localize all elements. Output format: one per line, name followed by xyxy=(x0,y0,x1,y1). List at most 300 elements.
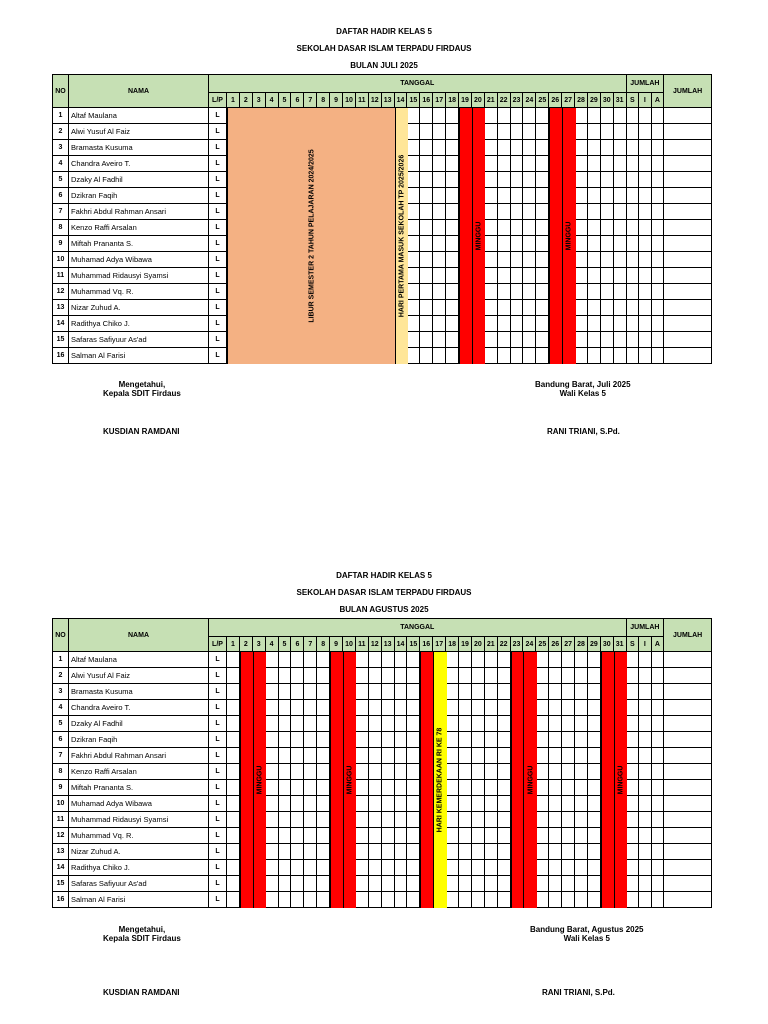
sia-cell[interactable] xyxy=(651,300,664,316)
attendance-cell[interactable] xyxy=(227,812,240,828)
attendance-cell[interactable] xyxy=(278,716,291,732)
attendance-cell[interactable] xyxy=(600,892,613,908)
attendance-cell[interactable] xyxy=(433,796,446,812)
attendance-cell[interactable] xyxy=(575,252,588,268)
attendance-cell[interactable] xyxy=(368,748,381,764)
attendance-cell[interactable] xyxy=(291,204,304,220)
attendance-cell[interactable] xyxy=(381,892,394,908)
attendance-cell[interactable] xyxy=(265,700,278,716)
sia-cell[interactable] xyxy=(639,156,652,172)
attendance-cell[interactable] xyxy=(510,796,523,812)
attendance-cell[interactable] xyxy=(355,140,368,156)
attendance-cell[interactable] xyxy=(265,172,278,188)
attendance-cell[interactable] xyxy=(252,108,265,124)
sia-cell[interactable] xyxy=(626,140,639,156)
attendance-cell[interactable] xyxy=(355,284,368,300)
attendance-cell[interactable] xyxy=(433,892,446,908)
attendance-cell[interactable] xyxy=(355,700,368,716)
attendance-cell[interactable] xyxy=(536,876,549,892)
attendance-cell[interactable] xyxy=(549,204,562,220)
attendance-cell[interactable] xyxy=(459,140,472,156)
attendance-cell[interactable] xyxy=(471,140,484,156)
sia-cell[interactable] xyxy=(651,684,664,700)
attendance-cell[interactable] xyxy=(304,652,317,668)
attendance-cell[interactable] xyxy=(433,764,446,780)
attendance-cell[interactable] xyxy=(420,700,433,716)
attendance-cell[interactable] xyxy=(394,652,407,668)
attendance-cell[interactable] xyxy=(446,332,459,348)
attendance-cell[interactable] xyxy=(278,700,291,716)
attendance-cell[interactable] xyxy=(549,732,562,748)
attendance-cell[interactable] xyxy=(471,860,484,876)
attendance-cell[interactable] xyxy=(239,684,252,700)
attendance-cell[interactable] xyxy=(278,764,291,780)
attendance-cell[interactable] xyxy=(265,220,278,236)
attendance-cell[interactable] xyxy=(600,684,613,700)
attendance-cell[interactable] xyxy=(420,332,433,348)
attendance-cell[interactable] xyxy=(600,812,613,828)
attendance-cell[interactable] xyxy=(549,844,562,860)
attendance-cell[interactable] xyxy=(304,828,317,844)
attendance-cell[interactable] xyxy=(278,124,291,140)
attendance-cell[interactable] xyxy=(471,780,484,796)
attendance-cell[interactable] xyxy=(407,684,420,700)
attendance-cell[interactable] xyxy=(317,188,330,204)
attendance-cell[interactable] xyxy=(291,348,304,364)
attendance-cell[interactable] xyxy=(600,172,613,188)
attendance-cell[interactable] xyxy=(381,716,394,732)
attendance-cell[interactable] xyxy=(433,348,446,364)
attendance-cell[interactable] xyxy=(549,300,562,316)
attendance-cell[interactable] xyxy=(407,732,420,748)
attendance-cell[interactable] xyxy=(420,844,433,860)
sia-cell[interactable] xyxy=(626,716,639,732)
attendance-cell[interactable] xyxy=(562,236,575,252)
attendance-cell[interactable] xyxy=(291,668,304,684)
attendance-cell[interactable] xyxy=(227,268,240,284)
attendance-cell[interactable] xyxy=(291,124,304,140)
attendance-cell[interactable] xyxy=(510,300,523,316)
attendance-cell[interactable] xyxy=(239,220,252,236)
attendance-cell[interactable] xyxy=(536,348,549,364)
attendance-cell[interactable] xyxy=(355,124,368,140)
attendance-cell[interactable] xyxy=(317,844,330,860)
attendance-cell[interactable] xyxy=(265,796,278,812)
attendance-cell[interactable] xyxy=(278,236,291,252)
attendance-cell[interactable] xyxy=(549,348,562,364)
attendance-cell[interactable] xyxy=(394,892,407,908)
attendance-cell[interactable] xyxy=(252,892,265,908)
attendance-cell[interactable] xyxy=(381,108,394,124)
attendance-cell[interactable] xyxy=(523,252,536,268)
attendance-cell[interactable] xyxy=(304,796,317,812)
attendance-cell[interactable] xyxy=(484,732,497,748)
sia-cell[interactable] xyxy=(626,332,639,348)
attendance-cell[interactable] xyxy=(510,284,523,300)
sia-cell[interactable] xyxy=(626,188,639,204)
attendance-cell[interactable] xyxy=(368,332,381,348)
attendance-cell[interactable] xyxy=(562,108,575,124)
attendance-cell[interactable] xyxy=(407,892,420,908)
attendance-cell[interactable] xyxy=(587,188,600,204)
attendance-cell[interactable] xyxy=(484,124,497,140)
attendance-cell[interactable] xyxy=(575,716,588,732)
attendance-cell[interactable] xyxy=(239,700,252,716)
attendance-cell[interactable] xyxy=(471,300,484,316)
attendance-cell[interactable] xyxy=(549,684,562,700)
attendance-cell[interactable] xyxy=(420,796,433,812)
attendance-cell[interactable] xyxy=(252,300,265,316)
sia-cell[interactable] xyxy=(639,700,652,716)
attendance-cell[interactable] xyxy=(549,828,562,844)
attendance-cell[interactable] xyxy=(549,668,562,684)
attendance-cell[interactable] xyxy=(484,700,497,716)
attendance-cell[interactable] xyxy=(343,812,356,828)
sia-cell[interactable] xyxy=(651,732,664,748)
attendance-cell[interactable] xyxy=(368,684,381,700)
attendance-cell[interactable] xyxy=(575,172,588,188)
sia-cell[interactable] xyxy=(651,188,664,204)
attendance-cell[interactable] xyxy=(459,796,472,812)
attendance-cell[interactable] xyxy=(343,348,356,364)
attendance-cell[interactable] xyxy=(471,876,484,892)
attendance-cell[interactable] xyxy=(291,284,304,300)
attendance-cell[interactable] xyxy=(368,812,381,828)
attendance-cell[interactable] xyxy=(407,140,420,156)
attendance-cell[interactable] xyxy=(613,796,626,812)
attendance-cell[interactable] xyxy=(278,252,291,268)
attendance-cell[interactable] xyxy=(330,348,343,364)
sia-cell[interactable] xyxy=(626,684,639,700)
attendance-cell[interactable] xyxy=(523,860,536,876)
attendance-cell[interactable] xyxy=(343,140,356,156)
sia-cell[interactable] xyxy=(651,316,664,332)
attendance-cell[interactable] xyxy=(587,124,600,140)
attendance-cell[interactable] xyxy=(459,220,472,236)
attendance-cell[interactable] xyxy=(600,332,613,348)
attendance-cell[interactable] xyxy=(355,828,368,844)
attendance-cell[interactable] xyxy=(304,204,317,220)
attendance-cell[interactable] xyxy=(368,860,381,876)
attendance-cell[interactable] xyxy=(510,124,523,140)
attendance-cell[interactable] xyxy=(471,812,484,828)
sia-cell[interactable] xyxy=(651,172,664,188)
attendance-cell[interactable] xyxy=(575,844,588,860)
attendance-cell[interactable] xyxy=(239,268,252,284)
attendance-cell[interactable] xyxy=(304,844,317,860)
sia-cell[interactable] xyxy=(639,252,652,268)
attendance-cell[interactable] xyxy=(407,812,420,828)
attendance-cell[interactable] xyxy=(252,188,265,204)
sia-cell[interactable] xyxy=(639,796,652,812)
attendance-cell[interactable] xyxy=(343,652,356,668)
attendance-cell[interactable] xyxy=(394,748,407,764)
attendance-cell[interactable] xyxy=(343,700,356,716)
attendance-cell[interactable] xyxy=(446,844,459,860)
attendance-cell[interactable] xyxy=(355,652,368,668)
attendance-cell[interactable] xyxy=(381,796,394,812)
attendance-cell[interactable] xyxy=(394,860,407,876)
sia-cell[interactable] xyxy=(651,844,664,860)
attendance-cell[interactable] xyxy=(407,108,420,124)
attendance-cell[interactable] xyxy=(600,220,613,236)
attendance-cell[interactable] xyxy=(433,316,446,332)
attendance-cell[interactable] xyxy=(304,668,317,684)
attendance-cell[interactable] xyxy=(368,300,381,316)
sia-cell[interactable] xyxy=(639,732,652,748)
attendance-cell[interactable] xyxy=(343,876,356,892)
attendance-cell[interactable] xyxy=(523,332,536,348)
attendance-cell[interactable] xyxy=(343,268,356,284)
attendance-cell[interactable] xyxy=(471,748,484,764)
attendance-cell[interactable] xyxy=(562,284,575,300)
attendance-cell[interactable] xyxy=(587,140,600,156)
attendance-cell[interactable] xyxy=(381,828,394,844)
sia-cell[interactable] xyxy=(651,812,664,828)
attendance-cell[interactable] xyxy=(420,668,433,684)
sia-cell[interactable] xyxy=(639,876,652,892)
attendance-cell[interactable] xyxy=(484,876,497,892)
attendance-cell[interactable] xyxy=(317,284,330,300)
sia-cell[interactable] xyxy=(626,828,639,844)
attendance-cell[interactable] xyxy=(368,188,381,204)
attendance-cell[interactable] xyxy=(420,124,433,140)
attendance-cell[interactable] xyxy=(355,796,368,812)
attendance-cell[interactable] xyxy=(227,156,240,172)
attendance-cell[interactable] xyxy=(600,652,613,668)
attendance-cell[interactable] xyxy=(291,764,304,780)
attendance-cell[interactable] xyxy=(446,172,459,188)
attendance-cell[interactable] xyxy=(330,204,343,220)
attendance-cell[interactable] xyxy=(562,764,575,780)
attendance-cell[interactable] xyxy=(536,748,549,764)
attendance-cell[interactable] xyxy=(394,108,407,124)
attendance-cell[interactable] xyxy=(420,156,433,172)
attendance-cell[interactable] xyxy=(239,780,252,796)
attendance-cell[interactable] xyxy=(446,764,459,780)
attendance-cell[interactable] xyxy=(278,844,291,860)
attendance-cell[interactable] xyxy=(484,828,497,844)
attendance-cell[interactable] xyxy=(317,652,330,668)
attendance-cell[interactable] xyxy=(433,236,446,252)
attendance-cell[interactable] xyxy=(330,812,343,828)
attendance-cell[interactable] xyxy=(523,796,536,812)
sia-cell[interactable] xyxy=(639,204,652,220)
attendance-cell[interactable] xyxy=(368,780,381,796)
sia-cell[interactable] xyxy=(626,892,639,908)
attendance-cell[interactable] xyxy=(278,188,291,204)
attendance-cell[interactable] xyxy=(420,348,433,364)
attendance-cell[interactable] xyxy=(227,284,240,300)
attendance-cell[interactable] xyxy=(355,172,368,188)
attendance-cell[interactable] xyxy=(304,748,317,764)
attendance-cell[interactable] xyxy=(484,860,497,876)
sia-cell[interactable] xyxy=(639,748,652,764)
attendance-cell[interactable] xyxy=(600,140,613,156)
attendance-cell[interactable] xyxy=(613,828,626,844)
attendance-cell[interactable] xyxy=(252,700,265,716)
attendance-cell[interactable] xyxy=(510,828,523,844)
attendance-cell[interactable] xyxy=(575,764,588,780)
attendance-cell[interactable] xyxy=(343,156,356,172)
attendance-cell[interactable] xyxy=(252,332,265,348)
attendance-cell[interactable] xyxy=(420,716,433,732)
attendance-cell[interactable] xyxy=(497,252,510,268)
attendance-cell[interactable] xyxy=(446,668,459,684)
attendance-cell[interactable] xyxy=(497,108,510,124)
attendance-cell[interactable] xyxy=(304,220,317,236)
attendance-cell[interactable] xyxy=(600,668,613,684)
attendance-cell[interactable] xyxy=(330,268,343,284)
attendance-cell[interactable] xyxy=(355,268,368,284)
attendance-cell[interactable] xyxy=(368,796,381,812)
attendance-cell[interactable] xyxy=(330,892,343,908)
attendance-cell[interactable] xyxy=(497,860,510,876)
attendance-cell[interactable] xyxy=(381,332,394,348)
sia-cell[interactable] xyxy=(639,764,652,780)
attendance-cell[interactable] xyxy=(304,700,317,716)
attendance-cell[interactable] xyxy=(407,300,420,316)
attendance-cell[interactable] xyxy=(613,268,626,284)
attendance-cell[interactable] xyxy=(613,860,626,876)
attendance-cell[interactable] xyxy=(355,892,368,908)
attendance-cell[interactable] xyxy=(278,812,291,828)
attendance-cell[interactable] xyxy=(394,716,407,732)
attendance-cell[interactable] xyxy=(587,860,600,876)
attendance-cell[interactable] xyxy=(265,188,278,204)
attendance-cell[interactable] xyxy=(239,172,252,188)
attendance-cell[interactable] xyxy=(523,316,536,332)
attendance-cell[interactable] xyxy=(587,172,600,188)
attendance-cell[interactable] xyxy=(536,124,549,140)
sia-cell[interactable] xyxy=(626,860,639,876)
attendance-cell[interactable] xyxy=(613,748,626,764)
attendance-cell[interactable] xyxy=(600,732,613,748)
attendance-cell[interactable] xyxy=(549,284,562,300)
attendance-cell[interactable] xyxy=(575,316,588,332)
attendance-cell[interactable] xyxy=(575,108,588,124)
attendance-cell[interactable] xyxy=(330,188,343,204)
attendance-cell[interactable] xyxy=(239,204,252,220)
attendance-cell[interactable] xyxy=(317,876,330,892)
attendance-cell[interactable] xyxy=(394,252,407,268)
attendance-cell[interactable] xyxy=(446,140,459,156)
attendance-cell[interactable] xyxy=(304,156,317,172)
attendance-cell[interactable] xyxy=(536,780,549,796)
attendance-cell[interactable] xyxy=(587,764,600,780)
attendance-cell[interactable] xyxy=(433,748,446,764)
attendance-cell[interactable] xyxy=(459,156,472,172)
attendance-cell[interactable] xyxy=(304,892,317,908)
attendance-cell[interactable] xyxy=(227,348,240,364)
attendance-cell[interactable] xyxy=(523,300,536,316)
attendance-cell[interactable] xyxy=(497,236,510,252)
attendance-cell[interactable] xyxy=(600,748,613,764)
attendance-cell[interactable] xyxy=(510,348,523,364)
attendance-cell[interactable] xyxy=(407,220,420,236)
attendance-cell[interactable] xyxy=(420,860,433,876)
attendance-cell[interactable] xyxy=(523,748,536,764)
sia-cell[interactable] xyxy=(626,236,639,252)
attendance-cell[interactable] xyxy=(278,108,291,124)
attendance-cell[interactable] xyxy=(317,748,330,764)
attendance-cell[interactable] xyxy=(252,860,265,876)
attendance-cell[interactable] xyxy=(407,668,420,684)
attendance-cell[interactable] xyxy=(587,844,600,860)
attendance-cell[interactable] xyxy=(278,796,291,812)
attendance-cell[interactable] xyxy=(381,700,394,716)
attendance-cell[interactable] xyxy=(523,732,536,748)
attendance-cell[interactable] xyxy=(497,156,510,172)
attendance-cell[interactable] xyxy=(291,236,304,252)
attendance-cell[interactable] xyxy=(600,108,613,124)
attendance-cell[interactable] xyxy=(613,876,626,892)
attendance-cell[interactable] xyxy=(484,844,497,860)
attendance-cell[interactable] xyxy=(433,652,446,668)
attendance-cell[interactable] xyxy=(394,780,407,796)
attendance-cell[interactable] xyxy=(523,108,536,124)
attendance-cell[interactable] xyxy=(317,268,330,284)
sia-cell[interactable] xyxy=(651,108,664,124)
attendance-cell[interactable] xyxy=(587,780,600,796)
attendance-cell[interactable] xyxy=(343,668,356,684)
sia-cell[interactable] xyxy=(651,348,664,364)
attendance-cell[interactable] xyxy=(239,140,252,156)
attendance-cell[interactable] xyxy=(536,828,549,844)
attendance-cell[interactable] xyxy=(407,700,420,716)
attendance-cell[interactable] xyxy=(407,796,420,812)
attendance-cell[interactable] xyxy=(587,732,600,748)
sia-cell[interactable] xyxy=(651,268,664,284)
attendance-cell[interactable] xyxy=(459,172,472,188)
attendance-cell[interactable] xyxy=(613,300,626,316)
attendance-cell[interactable] xyxy=(587,748,600,764)
attendance-cell[interactable] xyxy=(381,220,394,236)
attendance-cell[interactable] xyxy=(575,732,588,748)
attendance-cell[interactable] xyxy=(433,172,446,188)
attendance-cell[interactable] xyxy=(575,684,588,700)
attendance-cell[interactable] xyxy=(227,876,240,892)
sia-cell[interactable] xyxy=(639,172,652,188)
attendance-cell[interactable] xyxy=(252,780,265,796)
attendance-cell[interactable] xyxy=(510,844,523,860)
attendance-cell[interactable] xyxy=(510,156,523,172)
attendance-cell[interactable] xyxy=(433,124,446,140)
attendance-cell[interactable] xyxy=(562,828,575,844)
attendance-cell[interactable] xyxy=(510,764,523,780)
attendance-cell[interactable] xyxy=(613,716,626,732)
attendance-cell[interactable] xyxy=(587,252,600,268)
attendance-cell[interactable] xyxy=(343,284,356,300)
attendance-cell[interactable] xyxy=(600,124,613,140)
attendance-cell[interactable] xyxy=(497,284,510,300)
attendance-cell[interactable] xyxy=(613,124,626,140)
attendance-cell[interactable] xyxy=(227,764,240,780)
attendance-cell[interactable] xyxy=(278,316,291,332)
attendance-cell[interactable] xyxy=(536,844,549,860)
attendance-cell[interactable] xyxy=(446,156,459,172)
attendance-cell[interactable] xyxy=(407,284,420,300)
attendance-cell[interactable] xyxy=(549,172,562,188)
attendance-cell[interactable] xyxy=(252,844,265,860)
attendance-cell[interactable] xyxy=(523,140,536,156)
attendance-cell[interactable] xyxy=(587,156,600,172)
attendance-cell[interactable] xyxy=(587,812,600,828)
attendance-cell[interactable] xyxy=(291,892,304,908)
attendance-cell[interactable] xyxy=(613,732,626,748)
attendance-cell[interactable] xyxy=(575,860,588,876)
attendance-cell[interactable] xyxy=(317,156,330,172)
